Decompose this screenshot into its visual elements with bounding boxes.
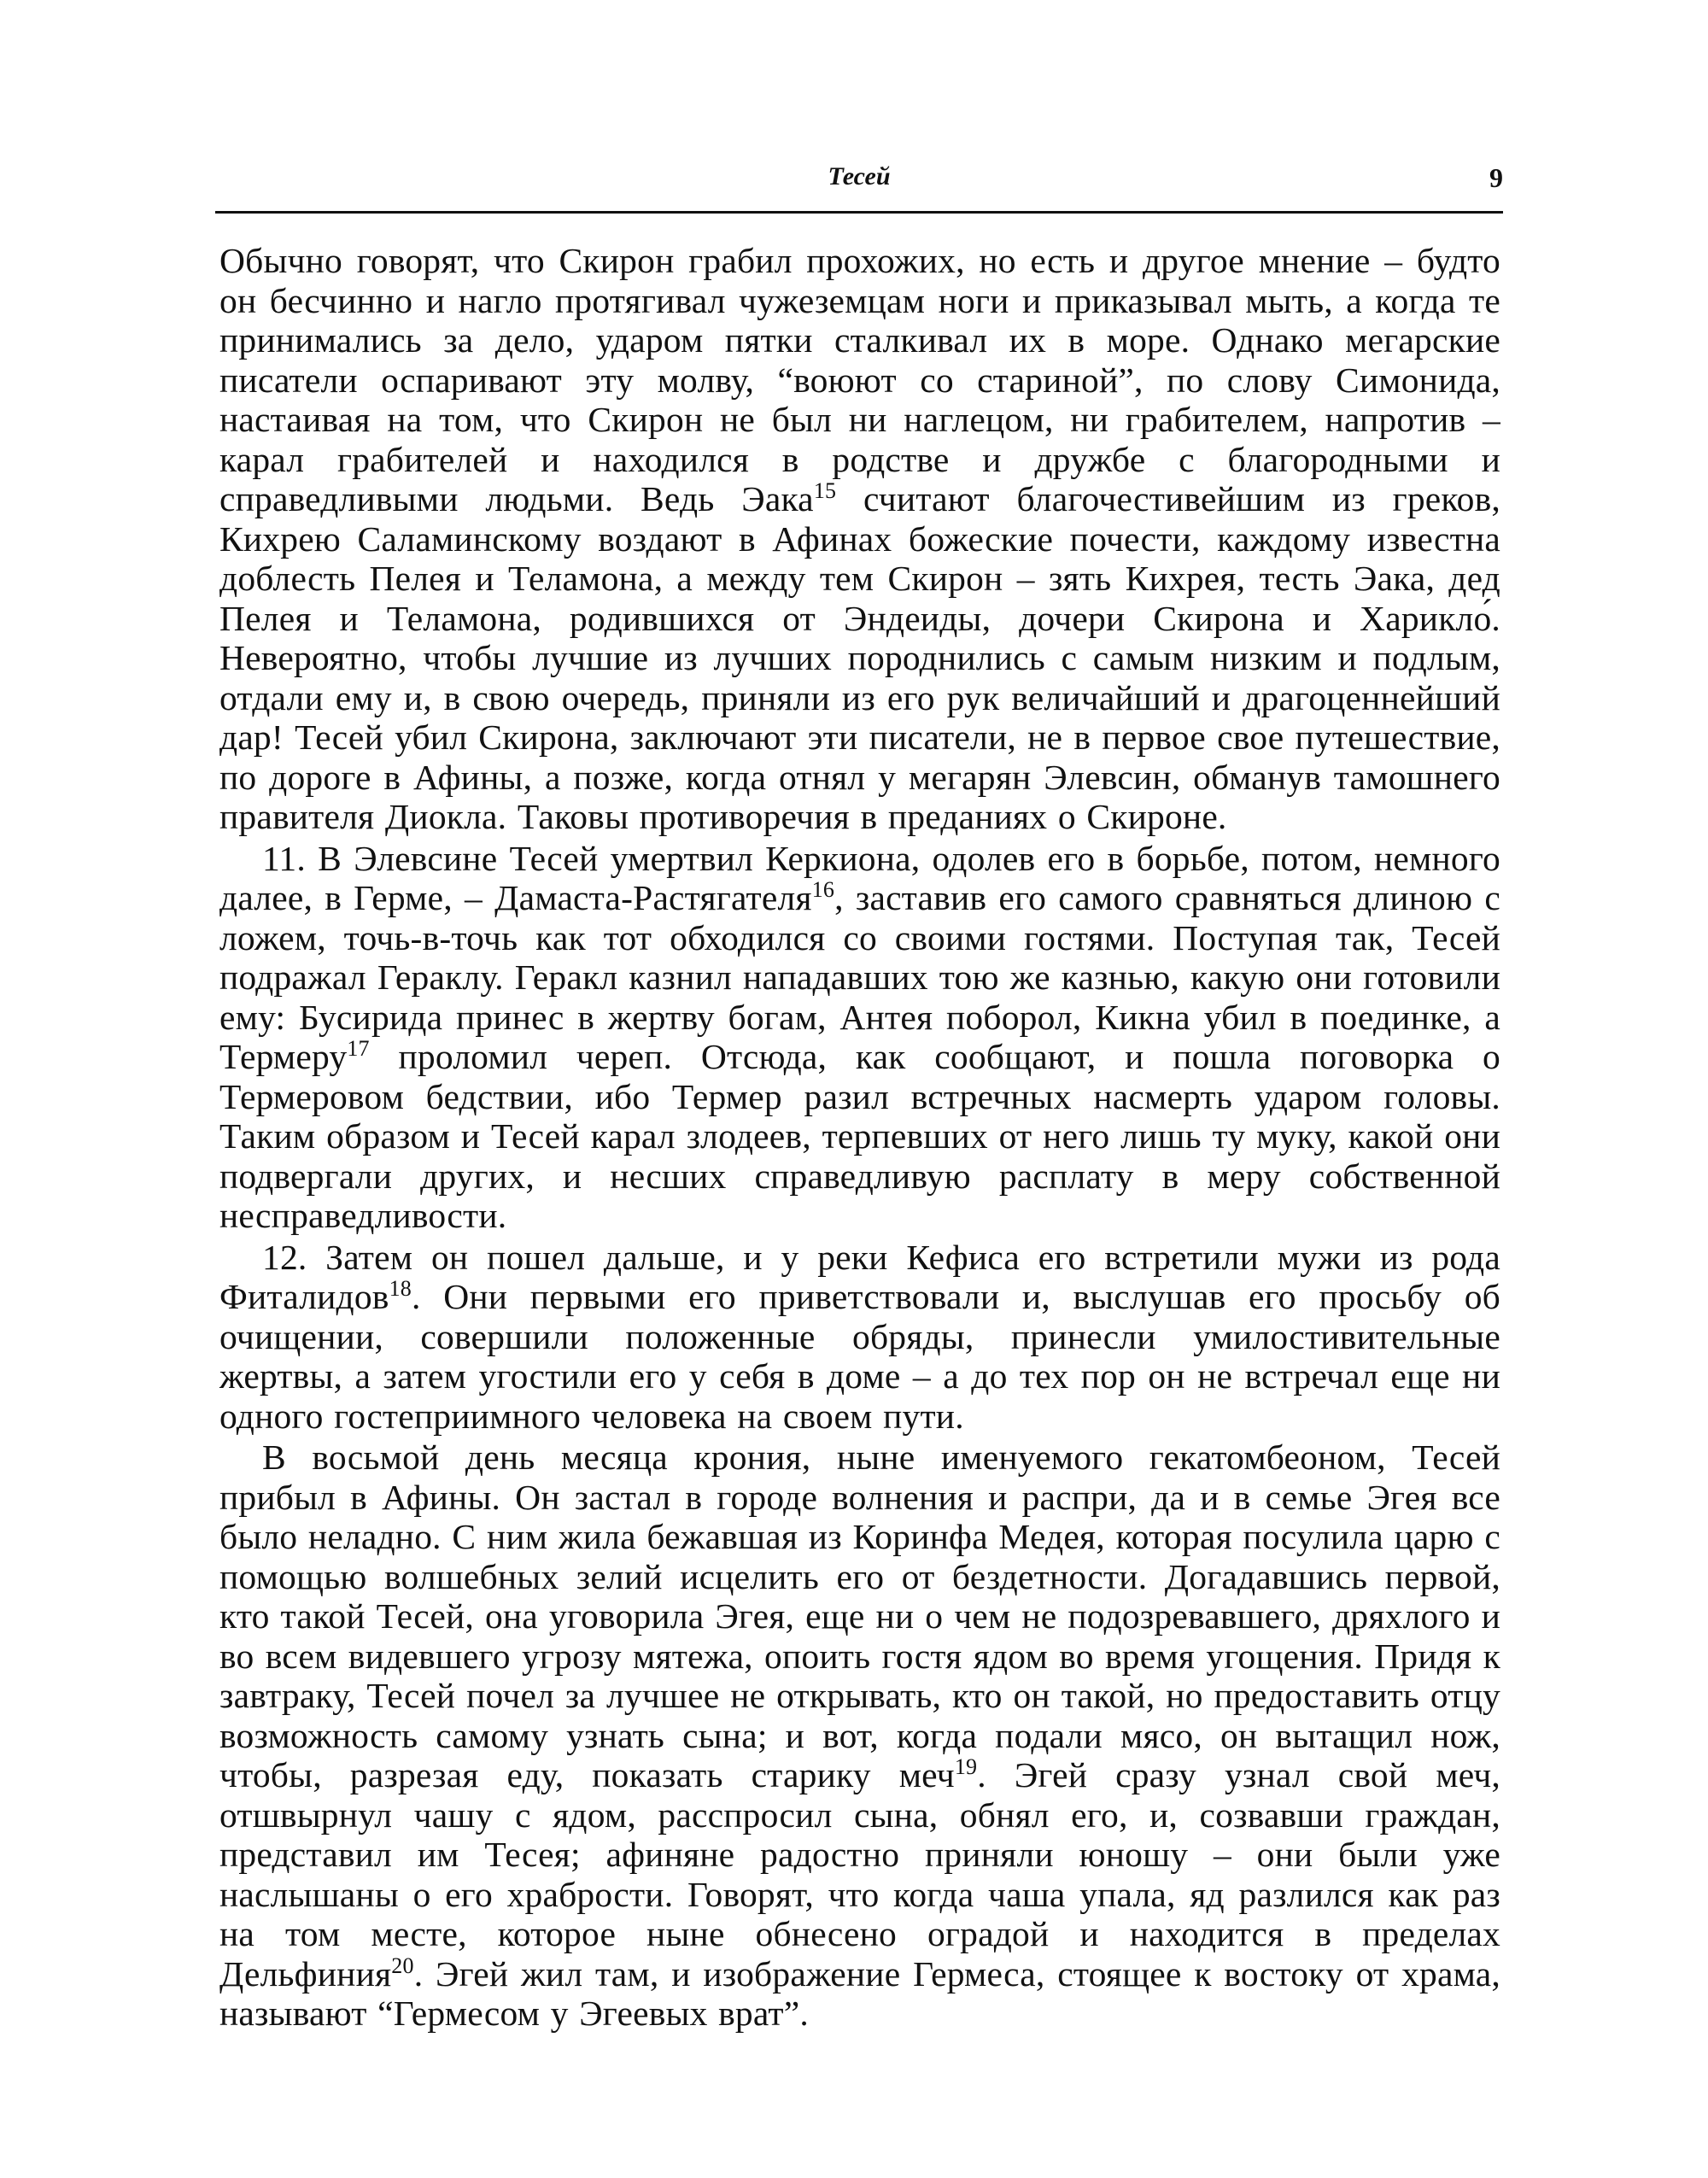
paragraph-text: , заставив его самого сравняться длиною с ложем, точь-в-точь как тот обходился со своими гостями. Поступая так, Тесей подражал Гераклу. Геракл казнил нападавших тою же казнью, какую они готовили ему: Бусирида принес в жертву богам, Антея поборол, Кикна убил в поединке, а Термеру [219, 878, 1500, 1076]
paragraph-text: В восьмой день месяца крония, ныне именуемого гекатомбеоном, Тесей прибыл в Афины. Он застал в городе волнения и распри, да и в семье Эгея все было неладно. С ним жила бежавшая из Коринфа Медея, которая посулила царю с помощью волшебных зелий исцелить его от бездетности. Догадавшись первой, кто такой Тесей, она уговорила Эгея, еще ни о чем не подозревавшего, дряхлого и во всем видевшего угрозу мятежа, опоить гостя ядом во время угощения. Придя к завтраку, Тесей почел за лучшее не открывать, кто он такой, но предоставить отцу возможность самому узнать сына; и вот, когда подали мясо, он вытащил нож, чтобы, разрезая еду, показать старику меч [219, 1437, 1500, 1795]
footnote-marker: 20 [391, 1953, 414, 1978]
running-header [215, 159, 1503, 207]
paragraph-text: считают благочестивейшим из греков, Кихрею Саламинскому воздают в Афинах божеские почести, каждому известна доблесть Пелея и Теламона, а между тем Скирон – зять Кихрея, тесть Эака, дед Пелея и Теламона, родившихся от Эндеиды, дочери Скирона и Харикло́. Невероятно, чтобы лучшие из лучших породнились с самым низким и подлым, отдали ему и, в свою очередь, приняли из его рук величайший и драгоценнейший дар! Тесей убил Скирона, заключают эти писатели, не в первое свое путешествие, по дороге в Афины, а позже, когда отнял у мегарян Элевсин, обманув тамошнего правителя Диокла. Таковы противоречия в преданиях о Скироне. [219, 479, 1501, 836]
paragraph-text: Обычно говорят, что Скирон грабил прохожих, но есть и другое мнение – будто он бесчинно и нагло протягивал чужеземцам ноги и приказывал мыть, а когда те принимались за дело, ударом пятки сталкивал их в море. Однако мегарские писатели оспаривают эту молву, “воюют со стариной”, по слову Симонида, настаивая на том, что Скирон не был ни наглецом, ни грабителем, напротив – карал грабителей и находился в родстве и дружбе с благородными и справедливыми людьми. Ведь Эака [219, 241, 1500, 518]
running-title: Тесей [828, 162, 891, 190]
paragraph-text: . Эгей жил там, и изображение Гермеса, стоящее к востоку от храма, называют “Гермесом у Эгеевых врат”. [219, 1953, 1500, 2033]
paragraph-text: . Они первыми его приветствовали и, выслушав его просьбу об очищении, совершили положенные обряды, принесли умилостивительные жертвы, а затем угостили его у себя в доме – а до тех пор он не встречал еще ни одного гостеприимного человека на своем пути. [219, 1277, 1500, 1436]
page-number: 9 [1489, 162, 1503, 193]
footnote-marker: 18 [389, 1276, 412, 1301]
paragraph [219, 839, 1500, 1236]
footnote-marker: 16 [811, 877, 835, 902]
footnote-marker: 15 [813, 478, 837, 503]
paragraph [219, 1437, 1500, 2034]
footnote-marker: 17 [347, 1036, 370, 1061]
paragraph-text: . Эгей сразу узнал свой меч, отшвырнул чашу с ядом, расспросил сына, обнял его, и, созвавши граждан, представил им Тесея; афиняне радостно приняли юношу – они были уже наслышаны о его храбрости. Говорят, что когда чаша упала, яд разлился как раз на том месте, которое ныне обнесено оградой и находится в пределах Дельфиния [219, 1755, 1500, 1994]
paragraph [219, 241, 1500, 837]
paragraph-text: 11. В Элевсине Тесей умертвил Керкиона, одолев его в борьбе, потом, немного далее, в Герме, – Дамаста-Растягателя [219, 838, 1500, 917]
header-rule [215, 211, 1503, 214]
body-text [219, 241, 1500, 2034]
paragraph-text: 12. Затем он пошел дальше, и у реки Кефиса его встретили мужи из рода Фиталидов [219, 1237, 1500, 1316]
paragraph-text: проломил череп. Отсюда, как сообщают, и пошла поговорка о Термеровом бедствии, ибо Термер разил встречных насмерть ударом головы. Таким образом и Тесей карал злодеев, терпевших от него лишь ту муку, какой они подвергали других, и несших справедливую расплату в меру собственной несправедливости. [219, 1037, 1500, 1235]
footnote-marker: 19 [954, 1754, 978, 1779]
paragraph [219, 1238, 1500, 1437]
